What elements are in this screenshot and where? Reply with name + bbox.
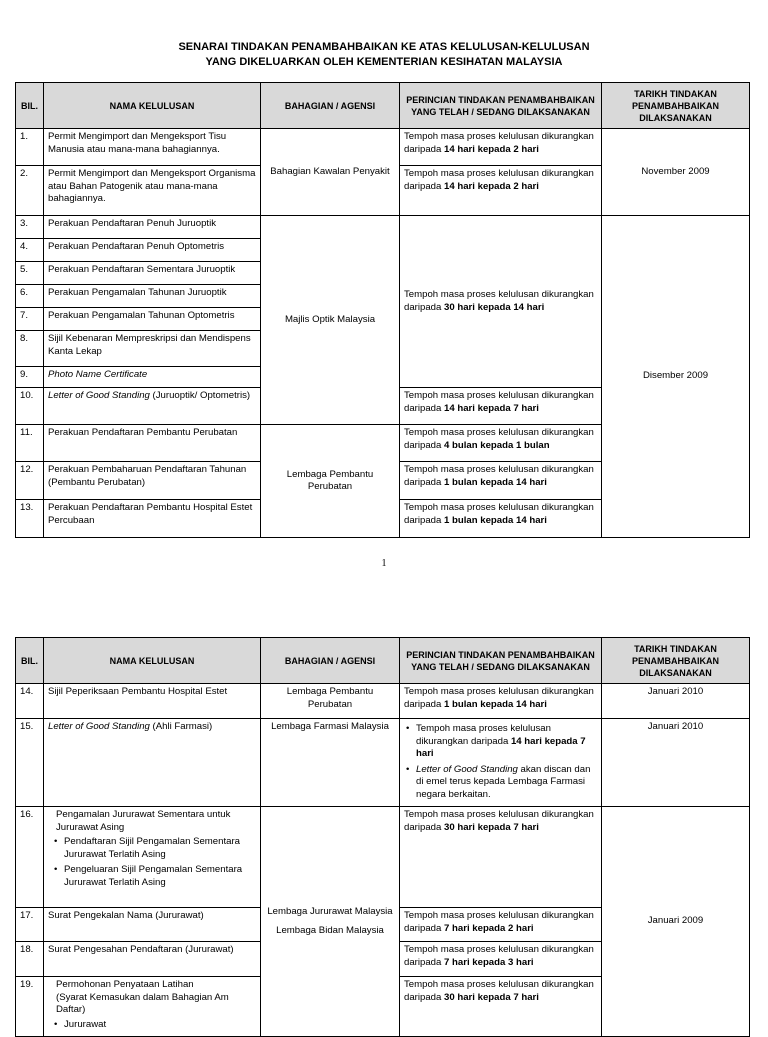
header-nama: NAMA KELULUSAN — [44, 83, 261, 129]
row-number: 7. — [16, 308, 44, 331]
approval-name: Perakuan Pendaftaran Penuh Juruoptik — [44, 216, 261, 239]
header-tarikh: TARIKH TINDAKAN PENAMBAHBAIKAN DILAKSANAKAN — [602, 638, 750, 684]
table-row — [16, 684, 750, 719]
table-row — [16, 216, 750, 239]
bullet-item: • Pendaftaran Sijil Pengamalan Sementara Jururawat Terlatih Asing — [52, 836, 256, 861]
approval-name: Perakuan Pengamalan Tahunan Juruoptik — [44, 285, 261, 308]
row-number: 10. — [16, 388, 44, 425]
improvement-detail: Tempoh masa proses kelulusan dikurangkan daripada 14 hari kepada 2 hari — [400, 166, 602, 216]
header-nama: NAMA KELULUSAN — [44, 638, 261, 684]
row-number: 17. — [16, 908, 44, 942]
row-number: 15. — [16, 719, 44, 807]
approvals-table-page-2 — [15, 637, 750, 1037]
approval-name: Perakuan Pendaftaran Pembantu Perubatan — [44, 425, 261, 462]
row-number: 12. — [16, 462, 44, 500]
bullet-item: • Letter of Good Standing akan discan dan di emel terus kepada Lembaga Farmasi negara berkaitan. — [404, 764, 597, 802]
improvement-detail: Tempoh masa proses kelulusan dikurangkan daripada 1 bulan kepada 14 hari — [400, 500, 602, 538]
header-tarikh: TARIKH TINDAKAN PENAMBAHBAIKAN DILAKSANAKAN — [602, 83, 750, 129]
row-number: 3. — [16, 216, 44, 239]
row-number: 16. — [16, 807, 44, 908]
document-title — [0, 40, 768, 70]
improvement-detail: Tempoh masa proses kelulusan dikurangkan daripada 14 hari kepada 7 hari — [400, 388, 602, 425]
date-cell: Disember 2009 — [602, 216, 750, 538]
header-bahagian: BAHAGIAN / AGENSI — [261, 638, 400, 684]
table-row — [16, 129, 750, 166]
improvement-detail: Tempoh masa proses kelulusan dikurangkan daripada 4 bulan kepada 1 bulan — [400, 425, 602, 462]
row-number: 1. — [16, 129, 44, 166]
bullet-item: • Pengeluaran Sijil Pengamalan Sementara Jururawat Terlatih Asing — [52, 864, 256, 889]
page-number: 1 — [381, 558, 387, 569]
approval-name: Perakuan Pembaharuan Pendaftaran Tahunan (Pembantu Perubatan) — [44, 462, 261, 500]
date-cell: Januari 2010 — [602, 719, 750, 807]
row-number: 4. — [16, 239, 44, 262]
agency-cell: Majlis Optik Malaysia — [261, 216, 400, 425]
approval-name: Surat Pengekalan Nama (Jururawat) — [44, 908, 261, 942]
approval-name: Letter of Good Standing (Ahli Farmasi) — [44, 719, 261, 807]
table-row — [16, 807, 750, 908]
header-bil: BIL. — [16, 638, 44, 684]
improvement-detail: Tempoh masa proses kelulusan dikurangkan daripada 30 hari kepada 7 hari — [400, 977, 602, 1037]
improvement-detail: Tempoh masa proses kelulusan dikurangkan daripada 30 hari kepada 14 hari — [400, 216, 602, 388]
agency-cell: Lembaga Jururawat Malaysia Lembaga Bidan Malaysia — [261, 807, 400, 1037]
row-number: 11. — [16, 425, 44, 462]
row-number: 5. — [16, 262, 44, 285]
date-cell: Januari 2010 — [602, 684, 750, 719]
approval-name: Surat Pengesahan Pendaftaran (Jururawat) — [44, 942, 261, 977]
approval-name: Permit Mengimport dan Mengeksport Tisu Manusia atau mana-mana bahagiannya. — [44, 129, 261, 166]
table-row — [16, 719, 750, 807]
title-line-2: YANG DIKELUARKAN OLEH KEMENTERIAN KESIHATAN MALAYSIA — [205, 56, 563, 68]
approval-name: Perakuan Pendaftaran Pembantu Hospital Estet Percubaan — [44, 500, 261, 538]
improvement-detail: Tempoh masa proses kelulusan dikurangkan daripada 7 hari kepada 3 hari — [400, 942, 602, 977]
approval-name: Permit Mengimport dan Mengeksport Organisma atau Bahan Patogenik atau mana-mana bahagiannya. — [44, 166, 261, 216]
approval-name: Perakuan Pendaftaran Penuh Optometris — [44, 239, 261, 262]
bullet-item: • Jururawat — [52, 1019, 256, 1032]
row-number: 13. — [16, 500, 44, 538]
approval-name: Permohonan Penyataan Latihan (Syarat Kemasukan dalam Bahagian Am Daftar) • Jururawat — [44, 977, 261, 1037]
date-cell: November 2009 — [602, 129, 750, 216]
row-number: 2. — [16, 166, 44, 216]
agency-cell: Bahagian Kawalan Penyakit — [261, 129, 400, 216]
header-bahagian: BAHAGIAN / AGENSI — [261, 83, 400, 129]
approval-name: Pengamalan Jururawat Sementara untuk Jururawat Asing • Pendaftaran Sijil Pengamalan Sementara Jururawat Terlatih Asing • Pengeluaran Sijil Pengamalan Sementara Jururawat Terlatih Asing — [44, 807, 261, 908]
agency-cell: Lembaga Farmasi Malaysia — [261, 719, 400, 807]
improvement-detail: Tempoh masa proses kelulusan dikurangkan daripada 14 hari kepada 2 hari — [400, 129, 602, 166]
improvement-detail — [400, 719, 602, 807]
approvals-table-page-1 — [15, 82, 750, 538]
approval-name: Sijil Kebenaran Mempreskripsi dan Mendispens Kanta Lekap — [44, 331, 261, 367]
date-cell: Januari 2009 — [602, 807, 750, 1037]
header-perincian: PERINCIAN TINDAKAN PENAMBAHBAIKAN YANG TELAH / SEDANG DILAKSANAKAN — [400, 83, 602, 129]
improvement-detail: Tempoh masa proses kelulusan dikurangkan daripada 30 hari kepada 7 hari — [400, 807, 602, 908]
header-bil: BIL. — [16, 83, 44, 129]
approval-name: Letter of Good Standing (Juruoptik/ Optometris) — [44, 388, 261, 425]
approval-name: Perakuan Pengamalan Tahunan Optometris — [44, 308, 261, 331]
row-number: 9. — [16, 367, 44, 388]
table-header-row — [16, 83, 750, 129]
approval-name: Sijil Peperiksaan Pembantu Hospital Estet — [44, 684, 261, 719]
row-number: 6. — [16, 285, 44, 308]
agency-cell: Lembaga Pembantu Perubatan — [261, 425, 400, 538]
row-number: 14. — [16, 684, 44, 719]
agency-cell: Lembaga Pembantu Perubatan — [261, 684, 400, 719]
row-number: 18. — [16, 942, 44, 977]
improvement-detail: Tempoh masa proses kelulusan dikurangkan daripada 1 bulan kepada 14 hari — [400, 684, 602, 719]
improvement-detail: Tempoh masa proses kelulusan dikurangkan daripada 7 hari kepada 2 hari — [400, 908, 602, 942]
title-line-1: SENARAI TINDAKAN PENAMBAHBAIKAN KE ATAS KELULUSAN-KELULUSAN — [178, 41, 590, 53]
row-number: 19. — [16, 977, 44, 1037]
header-perincian: PERINCIAN TINDAKAN PENAMBAHBAIKAN YANG TELAH / SEDANG DILAKSANAKAN — [400, 638, 602, 684]
table-header-row — [16, 638, 750, 684]
bullet-item: • Tempoh masa proses kelulusan dikurangkan daripada 14 hari kepada 7 hari — [404, 723, 597, 761]
approval-name: Perakuan Pendaftaran Sementara Juruoptik — [44, 262, 261, 285]
improvement-detail: Tempoh masa proses kelulusan dikurangkan daripada 1 bulan kepada 14 hari — [400, 462, 602, 500]
approval-name: Photo Name Certificate — [44, 367, 261, 388]
row-number: 8. — [16, 331, 44, 367]
